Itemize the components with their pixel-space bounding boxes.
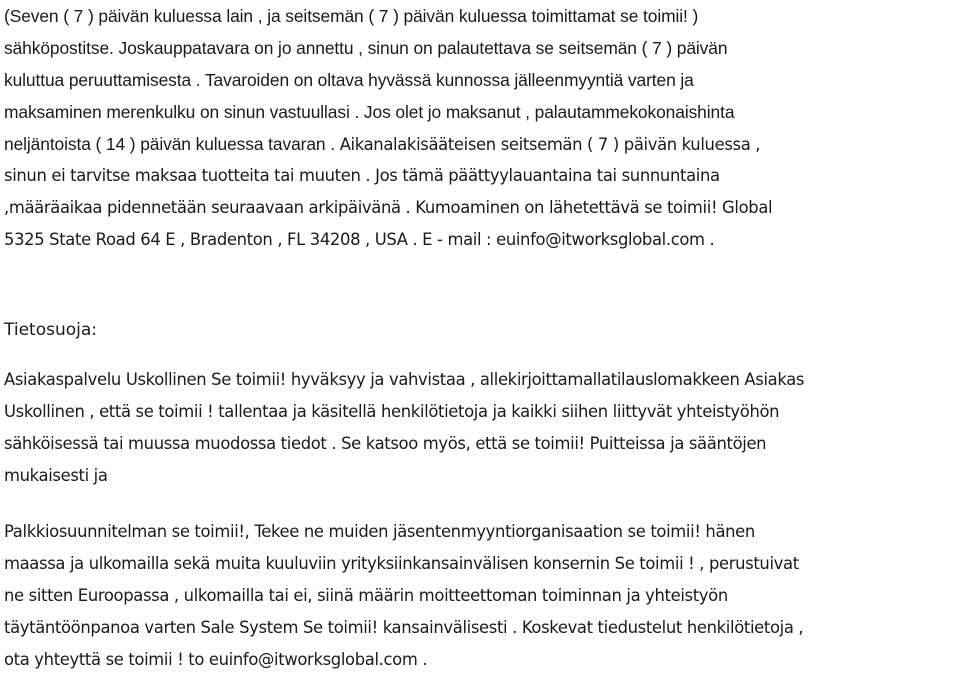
text-line: maksaminen merenkulku on sinun vastuullasi . Jos olet jo maksanut , palautammekokonaishinta [4,102,735,122]
privacy-heading: Tietosuoja: [4,320,98,340]
text-line: sähköpostitse. Joskauppatavara on jo annettu , sinun on palautettava se seitsemän ( 7 ) päivän [4,38,728,58]
spacer [4,346,958,364]
text-line: mukaisesti ja [4,466,108,485]
text-line: ota yhteyttä se toimii ! to euinfo@itworksglobal.com . [4,650,428,669]
text-line: täytäntöönpanoa varten Sale System Se toimii! kansainvälisesti . Koskevat tiedustelut henkilötietoja , [4,618,804,637]
returns-paragraph [4,0,958,256]
document-page [4,0,958,676]
privacy-paragraph-2 [4,516,958,676]
text-line [4,128,958,160]
text-line: (Seven ( 7 ) päivän kuluessa lain , ja seitsemän ( 7 ) päivän kuluessa toimittamat se toimii! ) [4,6,699,26]
text-line: sinun ei tarvitse maksaa tuotteita tai muuten . Jos tämä päättyylauantaina tai sunnuntaina [4,166,720,185]
text-line: 5325 State Road 64 E , Bradenton , FL 34208 , USA . E - mail : euinfo@itworksglobal.com . [4,230,715,249]
text-line: kuluttua peruuttamisesta . Tavaroiden on oltava hyvässä kunnossa jälleenmyyntiä varten ja [4,70,694,90]
text-line: ne sitten Euroopassa , ulkomailla tai ei, siinä määrin moitteettoman toiminnan ja yhteistyön [4,586,728,605]
text-line: Palkkiosuunnitelman se toimii!, Tekee ne muiden jäsentenmyyntiorganisaation se toimii! hänen [4,522,755,541]
text-line: Uskollinen , että se toimii ! tallentaa ja käsitellä henkilötietoja ja kaikki siihen liittyvät yhteistyöhön [4,402,780,421]
text-line: ,määräaikaa pidennetään seuraavaan arkipäivänä . Kumoaminen on lähetettävä se toimii! Global [4,198,773,217]
spacer [4,492,958,516]
spacer [4,256,958,314]
text-segment: neljäntoista ( 14 ) päivän kuluessa tavaran . [4,134,340,154]
privacy-paragraph-1 [4,364,958,492]
text-line: Asiakaspalvelu Uskollinen Se toimii! hyväksyy ja vahvistaa , allekirjoittamallatilauslomakkeen Asiakas [4,370,805,389]
text-line: sähköisessä tai muussa muodossa tiedot . Se katsoo myös, että se toimii! Puitteissa ja sääntöjen [4,434,767,453]
text-line: maassa ja ulkomailla sekä muita kuuluviin yrityksiinkansainvälisen konsernin Se toimii ! , perustuivat [4,554,799,573]
text-segment: Aikanalakisääteisen seitsemän ( 7 ) päivän kuluessa , [339,135,761,154]
